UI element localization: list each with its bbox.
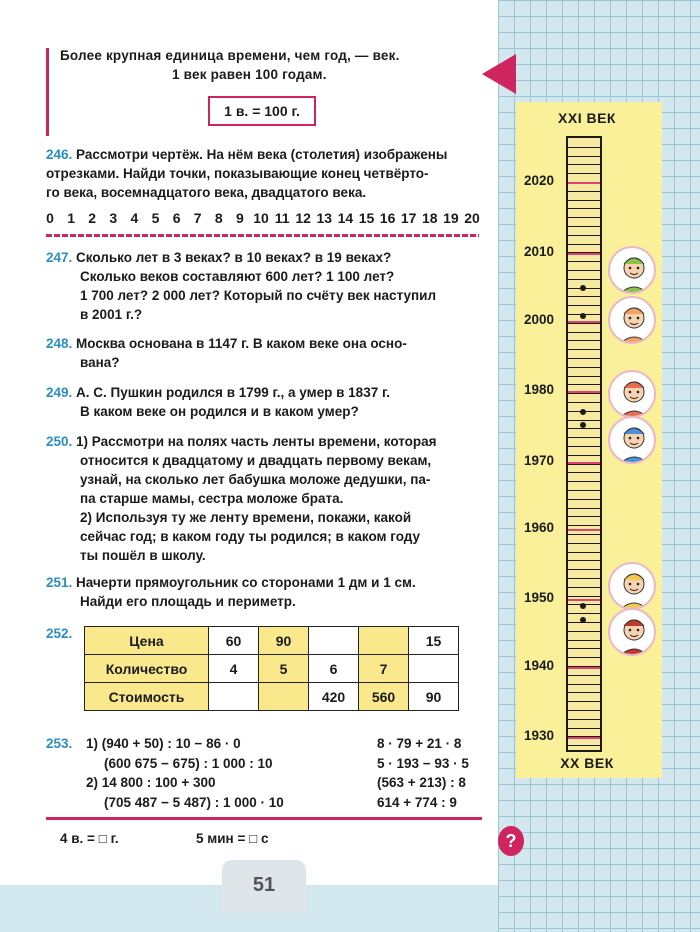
ruler-tick-label: 7: [193, 210, 202, 226]
year-tick: [568, 657, 600, 658]
task-246: [46, 145, 482, 202]
year-tick: [568, 402, 600, 403]
task-number: 249.: [46, 385, 73, 400]
year-tick: [568, 481, 600, 482]
year-tick: [568, 745, 600, 746]
table-cell: 90: [409, 683, 459, 711]
table-cell: 560: [359, 683, 409, 711]
year-tick: [568, 420, 600, 421]
ruler-tick-label: 10: [253, 210, 269, 226]
table-row: [85, 655, 459, 683]
decade-marker: [568, 182, 600, 184]
footer-exercise-1: 4 в. = □ г.: [60, 831, 119, 846]
ruler-tick-label: 3: [109, 210, 118, 226]
decade-marker: [568, 321, 600, 323]
row-label: Количество: [85, 655, 209, 683]
year-tick: [568, 305, 600, 306]
year-tick: [568, 516, 600, 517]
year-tick: [568, 640, 600, 641]
decade-marker: [568, 529, 600, 531]
row-label: Стоимость: [85, 683, 209, 711]
decade-marker: [568, 253, 600, 255]
task-text: Рассмотри чертёж. На нём века (столетия) изображены: [76, 147, 448, 162]
timeline-year: 1960: [524, 520, 555, 535]
task-250: [46, 432, 482, 565]
ruler-tick-label: 9: [235, 210, 244, 226]
ruler-tick-label: 11: [274, 210, 290, 226]
timeline-year: 1970: [524, 453, 555, 468]
table-cell: [359, 627, 409, 655]
task-number: 253.: [46, 736, 73, 751]
expression: (705 487 − 5 487) : 1 000 · 10: [104, 794, 284, 810]
table-cell: 5: [259, 655, 309, 683]
year-tick: [568, 147, 600, 148]
year-tick: [568, 437, 600, 438]
timeline-bottom-label: XX ВЕК: [560, 755, 614, 771]
year-tick: [568, 648, 600, 649]
year-tick: [568, 376, 600, 377]
task-text: В каком веке он родился и в каком умер?: [80, 404, 359, 419]
definition-text: Более крупная единица времени, чем год, —: [60, 48, 369, 63]
family-member-avatar: [608, 296, 656, 344]
task-text: вана?: [80, 355, 120, 370]
table-cell: 60: [209, 627, 259, 655]
year-tick: [568, 587, 600, 588]
decade-marker: [568, 737, 600, 739]
year-tick: [568, 164, 600, 165]
task-text: ты пошёл в школу.: [80, 548, 206, 563]
expression: 614 + 774 : 9: [377, 794, 457, 810]
year-tick: [568, 455, 600, 456]
footer-exercise-2: 5 мин = □ с: [196, 831, 269, 846]
family-member-avatar: [608, 416, 656, 464]
table-row: [85, 683, 459, 711]
footer-divider: [46, 817, 482, 820]
pointer-triangle-icon: [482, 54, 516, 94]
year-tick: [568, 446, 600, 447]
year-tick: [568, 675, 600, 676]
ruler-tick-label: 1: [67, 210, 75, 226]
expression: (600 675 − 675) : 1 000 : 10: [104, 755, 273, 771]
task-249: [46, 383, 482, 421]
task-text: 1) Рассмотри на полях часть ленты времени, которая: [76, 434, 437, 449]
task-text: Сколько лет в 3 веках? в 10 веках? в 19 веках?: [76, 250, 392, 265]
task-text: узнай, на сколько лет бабушка моложе дедушки, па-: [80, 472, 431, 487]
year-tick: [568, 728, 600, 729]
year-tick: [568, 499, 600, 500]
ruler-tick-label: 13: [316, 210, 333, 226]
ruler-tick-label: 0: [46, 210, 54, 226]
year-tick: [568, 692, 600, 693]
task-248: [46, 334, 482, 372]
expression: 2) 14 800 : 100 + 300: [86, 775, 216, 790]
task-text: 1 700 лет? 2 000 лет? Который по счёту век наступил: [80, 288, 437, 303]
table-cell: 15: [409, 627, 459, 655]
expression: 5 · 193 − 93 · 5: [377, 755, 469, 771]
ruler-tick-label: 8: [214, 210, 223, 226]
year-tick: [568, 244, 600, 245]
task-text: Найди его площадь и периметр.: [80, 594, 296, 609]
year-tick: [568, 613, 600, 614]
timeline-top-label: XXI ВЕК: [558, 110, 616, 126]
timeline-strip: [566, 136, 602, 752]
birth-year-dot: [580, 617, 586, 623]
decade-marker: [568, 667, 600, 669]
year-tick: [568, 631, 600, 632]
year-tick: [568, 261, 600, 262]
year-tick: [568, 191, 600, 192]
ruler-tick-label: 2: [88, 210, 97, 226]
timeline-year: 2000: [524, 312, 555, 327]
decade-marker: [568, 462, 600, 464]
decade-marker: [568, 391, 600, 393]
year-tick: [568, 710, 600, 711]
table-cell: 6: [309, 655, 359, 683]
definition-line-2: 1 век равен 100 годам.: [172, 67, 327, 82]
task-number: 252.: [46, 626, 73, 641]
task-number: 250.: [46, 434, 73, 449]
ruler-tick-label: 12: [295, 210, 311, 226]
year-tick: [568, 332, 600, 333]
year-tick: [568, 200, 600, 201]
task-text: в 2001 г.?: [80, 307, 143, 322]
expressions-left: [86, 734, 284, 812]
price-table: [84, 626, 459, 711]
year-tick: [568, 173, 600, 174]
birth-year-dot: [580, 422, 586, 428]
year-tick: [568, 349, 600, 350]
task-number: 248.: [46, 336, 73, 351]
year-tick: [568, 560, 600, 561]
year-tick: [568, 472, 600, 473]
task-text: сейчас год; в каком году ты родился; в каком году: [80, 529, 421, 544]
task-text: А. С. Пушкин родился в 1799 г., а умер в 1837 г.: [76, 385, 390, 400]
timeline-year: 1950: [524, 590, 555, 605]
table-cell: 7: [359, 655, 409, 683]
page-number: 51: [222, 860, 306, 912]
task-text: па старше мамы, сестра моложе брата.: [80, 491, 344, 506]
birth-year-dot: [580, 313, 586, 319]
ruler-tick-label: 4: [130, 210, 139, 226]
family-member-avatar: [608, 608, 656, 656]
year-tick: [568, 684, 600, 685]
task-251: [46, 573, 482, 611]
task-252: [46, 624, 86, 643]
year-tick: [568, 367, 600, 368]
task-text: го века, восемнадцатого века, двадцатого века.: [46, 185, 367, 200]
expression: (563 + 213) : 8: [377, 775, 466, 790]
year-tick: [568, 490, 600, 491]
year-tick: [568, 701, 600, 702]
year-tick: [568, 596, 600, 597]
year-tick: [568, 543, 600, 544]
ruler-tick-label: 14: [337, 210, 354, 226]
year-tick: [568, 217, 600, 218]
task-text: Сколько веков составляют 600 лет? 1 100 лет?: [80, 269, 395, 284]
year-tick: [568, 208, 600, 209]
family-member-avatar: [608, 246, 656, 294]
task-text: отрезками. Найди точки, показывающие конец четвёрто-: [46, 166, 429, 181]
year-tick: [568, 534, 600, 535]
timeline-year: 1930: [524, 728, 555, 743]
expressions-right: [377, 734, 469, 812]
ruler-tick-label: 17: [400, 210, 417, 226]
year-tick: [568, 226, 600, 227]
task-253: [46, 734, 86, 753]
year-tick: [568, 428, 600, 429]
year-tick: [568, 358, 600, 359]
ruler-tick-label: 5: [151, 210, 160, 226]
year-tick: [568, 156, 600, 157]
year-tick: [568, 296, 600, 297]
table-cell: [409, 655, 459, 683]
year-tick: [568, 719, 600, 720]
year-tick: [568, 384, 600, 385]
definition-term: век.: [372, 48, 400, 63]
formula-box: 1 в. = 100 г.: [208, 96, 316, 126]
task-text: Начерти прямоугольник со сторонами 1 дм и 1 см.: [76, 575, 416, 590]
table-cell: 4: [209, 655, 259, 683]
year-tick: [568, 552, 600, 553]
timeline-year: 2010: [524, 244, 555, 259]
table-cell: [209, 683, 259, 711]
year-tick: [568, 393, 600, 394]
family-member-avatar: [608, 370, 656, 418]
table-cell: [309, 627, 359, 655]
task-text: 2) Используя ту же ленту времени, покажи, какой: [80, 510, 412, 525]
task-247: [46, 248, 482, 324]
ruler-line: [46, 234, 479, 237]
year-tick: [568, 525, 600, 526]
task-text: относится к двадцатому и двадцать первому векам,: [80, 453, 432, 468]
ruler-tick-label: 18: [422, 210, 438, 226]
expression: 8 · 79 + 21 · 8: [377, 736, 462, 751]
table-row: [85, 627, 459, 655]
year-tick: [568, 578, 600, 579]
timeline-year: 2020: [524, 173, 555, 188]
birth-year-dot: [580, 285, 586, 291]
year-tick: [568, 340, 600, 341]
year-tick: [568, 279, 600, 280]
birth-year-dot: [580, 409, 586, 415]
ruler-tick-label: 19: [443, 210, 459, 226]
family-member-avatar: [608, 562, 656, 610]
year-tick: [568, 569, 600, 570]
definition-line-1: [60, 48, 400, 63]
definition-bar: [46, 48, 49, 136]
question-icon: ?: [498, 826, 524, 856]
table-cell: [259, 683, 309, 711]
ruler-tick-label: 15: [358, 210, 375, 226]
task-number: 246.: [46, 147, 73, 162]
birth-year-dot: [580, 603, 586, 609]
table-cell: 90: [259, 627, 309, 655]
task-text: Москва основана в 1147 г. В каком веке она осно-: [76, 336, 407, 351]
expression: 1) (940 + 50) : 10 − 86 · 0: [86, 736, 241, 751]
timeline-year: 1980: [524, 382, 555, 397]
ruler-tick-label: 16: [379, 210, 396, 226]
decade-marker: [568, 599, 600, 601]
task-number: 247.: [46, 250, 73, 265]
table-cell: 420: [309, 683, 359, 711]
ruler-tick-label: 6: [172, 210, 181, 226]
timeline-year: 1940: [524, 658, 555, 673]
task-number: 251.: [46, 575, 73, 590]
row-label: Цена: [85, 627, 209, 655]
century-ruler: [46, 210, 482, 246]
year-tick: [568, 508, 600, 509]
ruler-tick-label: 20: [464, 210, 480, 226]
year-tick: [568, 235, 600, 236]
year-tick: [568, 270, 600, 271]
